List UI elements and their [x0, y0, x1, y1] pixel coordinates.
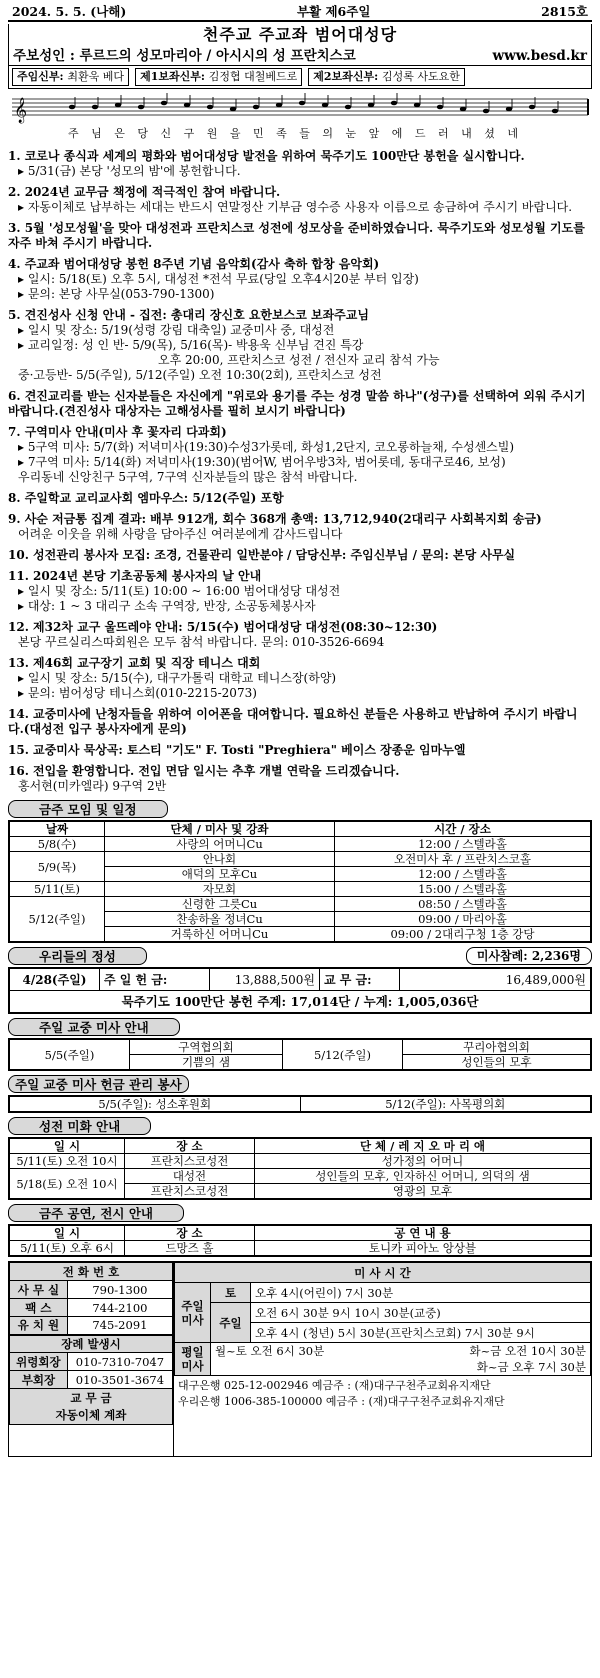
perf-date: 5/11(토) 오후 6시	[10, 1241, 125, 1256]
host-group-2a: 꾸리아협의회	[403, 1040, 591, 1055]
beauty-title: 성전 미화 안내	[8, 1117, 151, 1135]
offering-label: 주 일 헌 금:	[100, 969, 210, 991]
notice-item	[8, 707, 592, 737]
table-row	[10, 837, 591, 852]
music-note-icon	[161, 101, 167, 106]
priest-name: 최환욱 베다	[67, 70, 125, 83]
music-note-icon	[483, 109, 489, 114]
music-note-icon	[184, 103, 190, 108]
bank-account-1: 대구은행 025-12-002946 예금주 : (재)대구구천주교회유지재단	[178, 1379, 491, 1392]
title-box	[8, 24, 592, 89]
priest-role: 제1보좌신부:	[140, 70, 205, 83]
meetings-cell: 사랑의 어머니Cu	[105, 837, 335, 852]
notice-heading: 10. 성전관리 봉사자 모집: 조경, 건물관리 일반분야 / 담당신부: 주임신부님 / 문의: 본당 사무실	[8, 548, 516, 562]
lyrics: 주 님 은 당 신 구 원 을 민 족 들 의 눈 앞 에 드 러 내 셨 네	[68, 127, 519, 140]
meetings-header: 단체 / 미사 및 강좌	[105, 822, 335, 837]
notice-item	[8, 257, 592, 302]
host-date-1: 5/5(주일)	[10, 1040, 130, 1070]
rosary-total: 묵주기도 100만단 봉헌 주계: 17,014단 / 누계: 1,005,036단	[9, 991, 591, 1013]
notice-item	[8, 743, 592, 758]
notice-line: ▸ 일시 및 장소: 5/15(수), 대구가톨릭 대학교 테니스장(하양)	[8, 671, 592, 686]
notice-line: 홍서현(미카엘라) 9구역 2반	[18, 779, 167, 793]
meetings-section	[8, 800, 592, 818]
meetings-table-wrap	[8, 820, 592, 943]
notice-line: 어려운 이웃을 위해 사랑을 담아주신 여러분에게 감사드립니다	[18, 527, 343, 541]
meetings-cell: 15:00 / 스텔라홀	[335, 882, 591, 897]
notice-line: ▸ 대상: 1 ~ 3 대리구 소속 구역장, 반장, 소공동체봉사자	[8, 599, 592, 614]
music-note-icon	[276, 103, 282, 108]
offering-amount: 13,888,500원	[210, 969, 320, 991]
host-group-1b: 기쁨의 샘	[130, 1055, 283, 1070]
notice-line: 오후 20:00, 프란치스코 성전 / 전신자 교리 참석 가능	[158, 353, 440, 367]
meetings-cell: 5/11(토)	[10, 882, 105, 897]
notice-heading: 14. 교중미사에 난청자들을 위하여 이어폰을 대여합니다. 필요하신 분들은 사용하고 반납하여 주시기 바랍니다.(대성전 입구 봉사자에게 문의)	[8, 707, 578, 736]
notice-heading: 5. 견진성사 신청 안내 - 집전: 총대리 장신호 요한보스코 보좌주교님	[8, 308, 369, 322]
beauty-date-2: 5/18(토) 오전 10시	[10, 1169, 125, 1199]
notice-heading: 6. 견진교리를 받는 신자분들은 자신에게 "위로와 용기를 주는 성경 말씀 하나"(성구)를 선택하여 외워 주시기 바랍니다.(견진성사 대상자는 고해성사를 필히 보시기 바랍니다)	[8, 389, 586, 418]
sunday-name: 부활 제6주일	[296, 4, 371, 20]
music-score	[8, 93, 592, 145]
music-note-icon	[207, 105, 213, 110]
music-note-icon	[92, 105, 98, 110]
phone-panel	[9, 1262, 174, 1456]
beauty-section	[8, 1117, 592, 1135]
bank-account-2: 우리은행 1006-385-100000 예금주 : (재)대구구천주교회유지재단	[178, 1395, 505, 1408]
performance-wrap	[8, 1224, 592, 1257]
perf-head-content: 공 연 내 용	[255, 1226, 591, 1241]
music-note-icon	[506, 107, 512, 112]
sunday-mass-label: 주일 미사	[175, 1283, 211, 1343]
notice-line: ▸ 일시 및 장소: 5/11(토) 10:00 ~ 16:00 범어대성당 대성전	[8, 584, 592, 599]
mass-host-wrap	[8, 1038, 592, 1071]
table-row	[10, 897, 591, 912]
cash-section	[8, 1075, 592, 1093]
perf-head-date: 일 시	[10, 1226, 125, 1241]
meetings-cell: 12:00 / 스텔라홀	[335, 867, 591, 882]
cash-left: 5/5(주일): 성소후원회	[10, 1097, 301, 1112]
music-note-icon	[230, 107, 236, 112]
phone-kinder: 745-2091	[67, 1317, 172, 1335]
svg-text:𝄞: 𝄞	[14, 98, 28, 123]
notice-line: ▸ 일시 및 장소: 5/19(성령 강림 대축일) 교중미사 중, 대성전	[8, 323, 592, 338]
funeral-title: 장례 발생시	[10, 1335, 173, 1353]
notice-line: 본당 꾸르실리스따회원은 모두 참석 바랍니다. 문의: 010-3526-6694	[18, 635, 385, 649]
beauty-wrap	[8, 1137, 592, 1200]
meetings-cell: 5/12(주일)	[10, 897, 105, 942]
notice-item	[8, 569, 592, 614]
notice-item	[8, 764, 592, 794]
priest-role: 제2보좌신부:	[313, 70, 379, 83]
notice-item	[8, 149, 592, 179]
mass-host-table	[9, 1039, 591, 1070]
funeral-phone-2: 010-3501-3674	[67, 1371, 172, 1389]
funeral-label-1: 위령회장	[10, 1353, 68, 1371]
attendance-badge: 미사참례: 2,236명	[466, 947, 592, 965]
notice-heading: 13. 제46회 교구장기 교회 및 직장 테니스 대회	[8, 656, 261, 670]
music-note-icon	[115, 103, 121, 108]
funeral-phone-1: 010-7310-7047	[67, 1353, 172, 1371]
phone-label-fax: 팩 스	[10, 1299, 68, 1317]
meetings-cell: 09:00 / 2대리구청 1층 강당	[335, 927, 591, 942]
notice-line: ▸ 7구역 미사: 5/14(화) 저녁미사(19:30)(범어W, 범어우방3차, 범어롯데, 동대구로46, 보성)	[8, 455, 592, 470]
music-note-icon	[460, 107, 466, 112]
perf-place: 드망즈 홀	[125, 1241, 255, 1256]
phone-office: 790-1300	[67, 1281, 172, 1299]
dues-account-sub: 자동이체 계좌	[10, 1407, 173, 1425]
beauty-group-2: 성인들의 모후, 인자하신 어머니, 의덕의 샘	[255, 1169, 591, 1184]
phone-table	[9, 1262, 173, 1425]
table-row	[10, 852, 591, 867]
beauty-place-3: 프란치스코성전	[125, 1184, 255, 1199]
issue-number: 2815호	[541, 4, 588, 20]
notice-heading: 1. 코로나 종식과 세계의 평화와 범어대성당 발전을 위하여 묵주기도 100만단 봉헌을 실시합니다.	[8, 149, 525, 163]
sunday-pm-times: 오후 4시 (청년) 5시 30분(프란치스코회) 7시 30분 9시	[251, 1323, 591, 1343]
notice-line: ▸ 5구역 미사: 5/7(화) 저녁미사(19:30)수성3가롯데, 화성1,2단지, 코오롱하늘채, 수성센스빌)	[8, 440, 592, 455]
saturday-times: 오후 4시(어린이) 7시 30분	[251, 1283, 591, 1303]
meetings-cell: 5/9(목)	[10, 852, 105, 882]
music-note-icon	[414, 103, 420, 108]
music-note-icon	[437, 105, 443, 110]
music-note-icon	[138, 105, 144, 110]
dues-amount: 16,489,000원	[400, 969, 591, 991]
music-note-icon	[69, 105, 75, 110]
weekday-mass-label: 평일 미사	[175, 1343, 211, 1376]
cash-right: 5/12(주일): 사목평의회	[300, 1097, 591, 1112]
meetings-cell: 신령한 그릇Cu	[105, 897, 335, 912]
priest-1	[135, 68, 302, 86]
notice-heading: 12. 제32차 교구 울뜨레야 안내: 5/15(수) 범어대성당 대성전(08:30~12:30)	[8, 620, 438, 634]
beauty-head-place: 장 소	[125, 1139, 255, 1154]
music-note-icon	[368, 103, 374, 108]
notice-heading: 7. 구역미사 안내(미사 후 꽃자리 다과회)	[8, 425, 227, 439]
meetings-cell: 안나회	[105, 852, 335, 867]
notice-line: 중·고등반- 5/5(주일), 5/12(주일) 오전 10:30(2회), 프란치스코 성전	[18, 368, 382, 382]
notice-line: ▸ 문의: 본당 사무실(053-790-1300)	[8, 287, 592, 302]
meetings-title: 금주 모임 및 일정	[8, 800, 168, 818]
notice-heading: 2. 2024년 교무금 책정에 적극적인 참여 바랍니다.	[8, 185, 281, 199]
phone-label-office: 사 무 실	[10, 1281, 68, 1299]
header-topline	[8, 0, 592, 22]
music-note-icon	[552, 109, 558, 114]
notice-item	[8, 308, 592, 383]
mass-host-title: 주일 교중 미사 안내	[8, 1018, 180, 1036]
beauty-table	[9, 1138, 591, 1199]
notice-item	[8, 620, 592, 650]
music-note-icon	[391, 101, 397, 106]
finance-table	[9, 968, 591, 991]
priest-0	[12, 68, 129, 86]
weekday-times-1: 월~토 오전 6시 30분	[215, 1344, 325, 1358]
beauty-group-1: 성가정의 어머니	[255, 1154, 591, 1169]
host-date-2: 5/12(주일)	[283, 1040, 403, 1070]
phone-title: 전 화 번 호	[10, 1263, 173, 1281]
patron-line	[9, 46, 591, 66]
priests-row	[9, 66, 591, 88]
meetings-cell: 08:50 / 스텔라홀	[335, 897, 591, 912]
notice-line: 우리동네 신앙친구 5구역, 7구역 신자분들의 많은 참석 바랍니다.	[18, 470, 358, 484]
notice-item	[8, 512, 592, 542]
notice-line: ▸ 일시: 5/18(토) 오후 5시, 대성전 *전석 무료(당일 오후4시20분 부터 입장)	[8, 272, 592, 287]
notice-item	[8, 389, 592, 419]
music-note-icon	[253, 105, 259, 110]
beauty-place-1: 프란치스코성전	[125, 1154, 255, 1169]
meetings-cell: 애덕의 모후Cu	[105, 867, 335, 882]
website-link[interactable]: www.besd.kr	[492, 48, 587, 64]
music-note-icon	[529, 105, 535, 110]
music-note-icon	[345, 105, 351, 110]
notice-heading: 15. 교중미사 묵상곡: 토스티 "기도" F. Tosti "Preghiera" 베이스 장종운 임마누엘	[8, 743, 466, 757]
beauty-group-3: 영광의 모후	[255, 1184, 591, 1199]
meetings-cell: 09:00 / 마리아홀	[335, 912, 591, 927]
notice-item	[8, 425, 592, 485]
finance-wrap	[8, 967, 592, 1014]
priest-name: 김정협 대철베드로	[208, 70, 298, 83]
perf-content: 토니카 피아노 앙상블	[255, 1241, 591, 1256]
music-note-icon	[299, 101, 305, 106]
meetings-cell: 찬송하올 정녀Cu	[105, 912, 335, 927]
meetings-table	[9, 821, 591, 942]
notices	[8, 149, 592, 794]
meetings-cell: 자모회	[105, 882, 335, 897]
priest-name: 김성록 사도요한	[381, 70, 460, 83]
notice-line: ▸ 5/31(금) 본당 '성모의 밤'에 봉헌합니다.	[8, 164, 592, 179]
meetings-cell: 5/8(수)	[10, 837, 105, 852]
cash-wrap	[8, 1095, 592, 1113]
notice-line: ▸ 교리일정: 성 인 반- 5/9(목), 5/16(목)- 박용욱 신부님 견진 특강	[8, 338, 592, 353]
finance-title: 우리들의 정성	[8, 947, 147, 965]
finance-section	[8, 947, 592, 965]
contact-and-mass-times	[8, 1261, 592, 1457]
beauty-head-group: 단 체 / 레 지 오 마 리 애	[255, 1139, 591, 1154]
meetings-cell: 12:00 / 스텔라홀	[335, 837, 591, 852]
notice-heading: 9. 사순 저금통 집계 결과: 배부 912개, 회수 368개 총액: 13,712,940(2대리구 사회복지회 송금)	[8, 512, 542, 526]
notice-item	[8, 221, 592, 251]
sunday-am-times: 오전 6시 30분 9시 10시 30분(교중)	[251, 1303, 591, 1323]
notice-line: ▸ 문의: 범어성당 테니스회(010-2215-2073)	[8, 686, 592, 701]
notice-heading: 3. 5월 '성모성월'을 맞아 대성전과 프란치스코 성전에 성모상을 준비하였습니다. 묵주기도와 성모성월 기도를 자주 바쳐 주시기 바랍니다.	[8, 221, 585, 250]
mass-times-title: 미 사 시 간	[175, 1263, 591, 1283]
notice-item	[8, 491, 592, 506]
bank-accounts	[174, 1376, 591, 1412]
table-row	[10, 882, 591, 897]
performance-table	[9, 1225, 591, 1256]
date: 2024. 5. 5. (나해)	[12, 4, 127, 20]
mass-times-panel	[174, 1262, 591, 1456]
meetings-header: 날짜	[10, 822, 105, 837]
notice-item	[8, 656, 592, 701]
notice-heading: 11. 2024년 본당 기초공동체 봉사자의 날 안내	[8, 569, 262, 583]
funeral-label-2: 부회장	[10, 1371, 68, 1389]
notice-heading: 16. 전입을 환영합니다. 전입 면담 일시는 추후 개별 연락을 드리겠습니다.	[8, 764, 400, 778]
host-group-1a: 구역협의회	[130, 1040, 283, 1055]
beauty-place-2: 대성전	[125, 1169, 255, 1184]
mass-times-table	[174, 1262, 591, 1376]
host-group-2b: 성인들의 모후	[403, 1055, 591, 1070]
performance-section	[8, 1204, 592, 1222]
notice-item	[8, 548, 592, 563]
finance-date: 4/28(주일)	[10, 969, 100, 991]
dues-label: 교 무 금:	[320, 969, 400, 991]
beauty-head-date: 일 시	[10, 1139, 125, 1154]
phone-label-kinder: 유 치 원	[10, 1317, 68, 1335]
church-title: 천주교 주교좌 범어대성당	[202, 25, 398, 44]
weekday-times	[211, 1343, 591, 1376]
weekday-times-3: 화~금 오후 7시 30분	[476, 1360, 586, 1374]
patron-saints: 주보성인 : 루르드의 성모마리아 / 아시시의 성 프란치스코	[13, 48, 356, 64]
saturday-label: 토	[211, 1283, 251, 1303]
notice-heading: 4. 주교좌 범어대성당 봉헌 8주년 기념 음악회(감사 축하 합창 음악회)	[8, 257, 380, 271]
meetings-header: 시간 / 장소	[335, 822, 591, 837]
notice-heading: 8. 주일학교 교리교사회 엠마우스: 5/12(주일) 포항	[8, 491, 284, 505]
notice-line: ▸ 자동이체로 납부하는 세대는 반드시 연말정산 기부금 영수증 사용자 이름으로 송금하여 주시기 바랍니다.	[8, 200, 592, 215]
perf-head-place: 장 소	[125, 1226, 255, 1241]
beauty-date-1: 5/11(토) 오전 10시	[10, 1154, 125, 1169]
phone-fax: 744-2100	[67, 1299, 172, 1317]
meetings-cell: 오전미사 후 / 프란치스코홀	[335, 852, 591, 867]
priest-2	[308, 68, 465, 86]
weekday-times-2: 화~금 오전 10시 30분	[469, 1344, 586, 1358]
cash-title: 주일 교중 미사 헌금 관리 봉사	[8, 1075, 189, 1093]
sunday-label: 주일	[211, 1303, 251, 1343]
dues-account-title: 교 무 금	[10, 1389, 173, 1407]
mass-host-section	[8, 1018, 592, 1036]
cash-table	[9, 1096, 591, 1112]
performance-title: 금주 공연, 전시 안내	[8, 1204, 184, 1222]
music-note-icon	[322, 103, 328, 108]
priest-role: 주임신부:	[17, 70, 64, 83]
notice-item	[8, 185, 592, 215]
meetings-cell: 거룩하신 어머니Cu	[105, 927, 335, 942]
